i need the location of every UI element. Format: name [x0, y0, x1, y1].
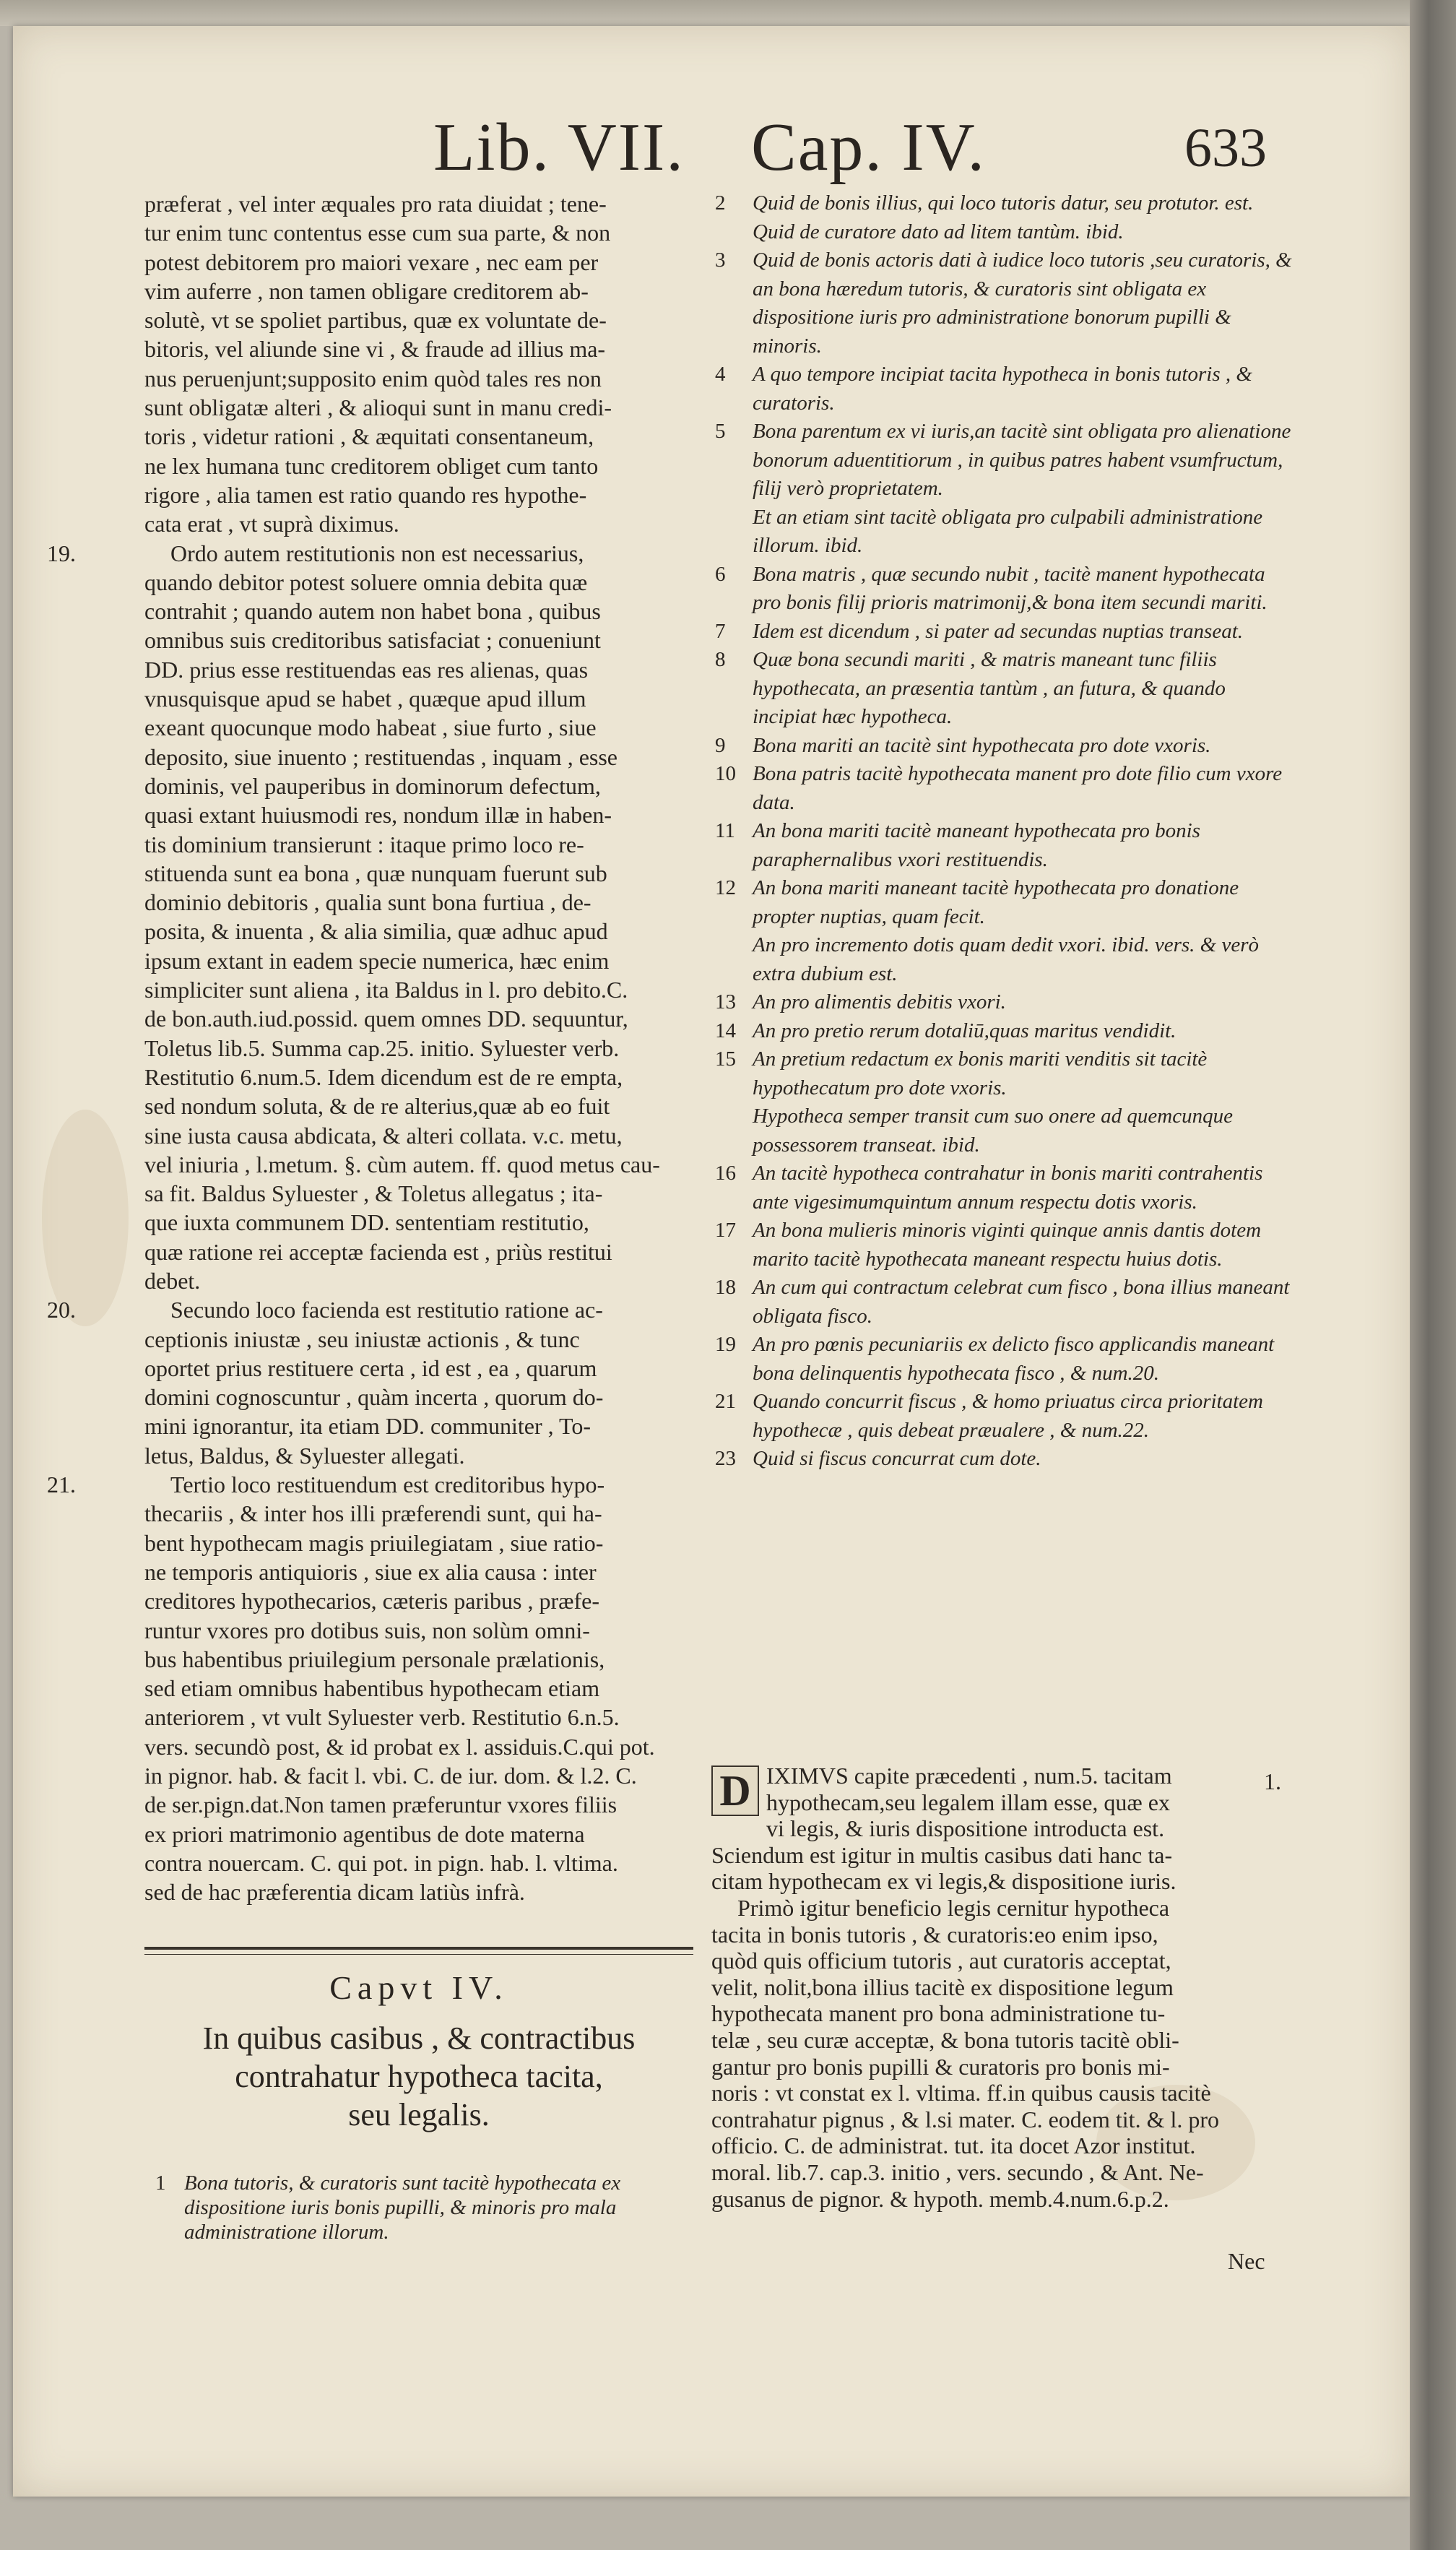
text-line: vi legis, & iuris dispositione introducta est. — [766, 1815, 1165, 1842]
text-line: hypothecam,seu legalem illam esse, quæ ex — [766, 1789, 1170, 1815]
summary-item — [715, 1045, 1293, 1102]
text-line: runtur vxores pro dotibus suis, non solùm omni- — [144, 1617, 590, 1643]
text-line: telæ , seu curæ acceptæ, & bona tutoris tacitè obli- — [711, 2026, 1179, 2053]
text-line: potest debitorem pro maiori vexare , nec eam per — [144, 248, 599, 275]
summary-number: 15 — [715, 1047, 736, 1071]
chapter-summary-right — [715, 189, 1293, 1474]
summary-item — [715, 1017, 1293, 1046]
page-number: 633 — [1184, 118, 1267, 178]
summary-text: An bona mariti maneant tacitè hypothecata pro donatione propter nuptias, quam fecit. — [753, 876, 1239, 928]
summary-number: 18 — [715, 1276, 736, 1299]
summary-text: An pro pretio rerum dotaliū,quas maritus vendidit. — [753, 1019, 1176, 1042]
text-line: sed de hac præferentia dicam latiùs infrà. — [144, 1879, 525, 1906]
summary-text: An pro incremento dotis quam dedit vxori. ibid. vers. & verò extra dubium est. — [753, 933, 1259, 985]
text-line: que iuxta communem DD. sententiam restitutio, — [144, 1209, 589, 1236]
text-line: sunt obligatæ alteri , & alioqui sunt in manu credi- — [144, 394, 612, 421]
chapter-title-line: contrahatur hypotheca tacita, — [235, 2059, 603, 2094]
text-line: velit, nolit,bona illius tacitè ex dispositione legum — [711, 1974, 1174, 2000]
text-line: vnusquisque apud se habet , quæque apud illum — [144, 686, 586, 712]
text-line: sine iusta causa abdicata, & alteri collata. v.c. metu, — [144, 1122, 623, 1149]
summary-text: An tacitè hypotheca contrahatur in bonis mariti contrahentis ante vigesimumquintum annum respectu dotis vxoris. — [753, 1162, 1263, 1214]
summary-number: 11 — [715, 819, 735, 842]
text-line: contra nouercam. C. qui pot. in pign. hab. l. vltima. — [144, 1849, 618, 1876]
summary-number: 21 — [715, 1390, 736, 1413]
text-line: noris : vt constat ex l. vltima. ff.in quibus causis tacitè — [711, 2080, 1211, 2106]
summary-number: 12 — [715, 876, 736, 899]
summary-text: Quando concurrit fiscus , & homo priuatus circa prioritatem hypothecæ , quis debeat præualere , & num.22. — [753, 1390, 1263, 1442]
text-line: nus peruenjunt;supposito enim quòd tales res non — [144, 365, 602, 392]
summary-number: 10 — [715, 762, 736, 785]
decorated-initial — [711, 1765, 759, 1816]
text-line: quando debitor potest soluere omnia debita quæ — [144, 569, 588, 595]
summary-item — [715, 246, 1293, 360]
text-line: vel iniuria , l.metum. §. cùm autem. ff. quod metus cau- — [144, 1151, 660, 1177]
text-line: moral. lib.7. cap.3. initio , vers. secundo , & Ant. Ne- — [711, 2158, 1204, 2185]
chapter-body-text — [711, 1763, 1289, 2212]
summary-number: 4 — [715, 363, 726, 386]
text-line: vim auferre , non tamen obligare creditorem ab- — [144, 277, 589, 304]
text-line: de ser.pign.dat.Non tamen præferuntur vxores filiis — [144, 1792, 618, 1818]
text-line: exeant quocunque modo habeat , siue furto , siue — [144, 714, 597, 741]
summary-item — [715, 760, 1293, 817]
text-line: anteriorem , vt vult Syluester verb. Restitutio 6.n.5. — [144, 1704, 620, 1731]
text-line: Tertio loco restituendum est creditoribus hypo- — [170, 1471, 605, 1498]
text-line: oportet prius restituere certa , id est , ea , quarum — [144, 1354, 597, 1381]
paper-stain — [42, 1110, 129, 1326]
text-line: præferat , vel inter æquales pro rata diuidat ; tene- — [144, 191, 607, 217]
summary-text: An bona mulieris minoris viginti quinque annis dantis dotem marito tacitè hypothecata maneant respectu huius dotis. — [753, 1219, 1262, 1271]
text-line: dominio debitoris , qualia sunt bona furtiua , de- — [144, 889, 592, 916]
summary-number: 23 — [715, 1447, 736, 1470]
text-line: officio. C. de administrat. tut. ita docet Azor institut. — [711, 2132, 1196, 2159]
section-19 — [47, 539, 708, 1296]
text-line: creditores hypothecarios, cæteris paribus , præfe- — [144, 1588, 600, 1615]
text-line: bent hypothecam magis priuilegiatam , siue ratio- — [144, 1529, 604, 1556]
running-title-chapter: Cap. IV. — [751, 110, 986, 185]
text-line: tis dominium transierunt : itaque primo loco re- — [144, 831, 584, 857]
section-number: 20. — [47, 1297, 76, 1323]
text-line: ne temporis antiquioris , siue ex alia causa : inter — [144, 1558, 597, 1585]
summary-number: 2 — [715, 191, 726, 215]
text-line: thecariis , & inter hos illi præferendi sunt, qui ha- — [144, 1500, 602, 1527]
summary-text: Bona matris , quæ secundo nubit , tacitè manent hypothecata pro bonis filij prioris matrimonij,& bona item secundi mariti. — [753, 562, 1268, 614]
text-line: contrahatur pignus , & l.si mater. C. eodem tit. & l. pro — [711, 2106, 1219, 2132]
text-line: tacita in bonis tutoris , & curatoris:eo enim ipso, — [711, 1921, 1158, 1948]
summary-item — [715, 1274, 1293, 1331]
text-line: Secundo loco facienda est restitutio ratione ac- — [170, 1297, 603, 1323]
summary-text: Quid si fiscus concurrat cum dote. — [753, 1447, 1041, 1470]
text-line: ne lex humana tunc creditorem obliget cum tanto — [144, 452, 599, 479]
summary-item — [155, 2171, 704, 2244]
book-binding-edge — [1410, 0, 1456, 2550]
text-line: tur enim tunc contentus esse cum sua parte, & non — [144, 220, 611, 246]
summary-text: An pro alimentis debitis vxori. — [753, 990, 1006, 1013]
summary-number: 9 — [715, 733, 726, 757]
summary-text: Bona mariti an tacitè sint hypothecata pro dote vxoris. — [753, 733, 1211, 757]
text-line: deposito, siue inuento ; restituendas , inquam , esse — [144, 743, 618, 770]
summary-number: 13 — [715, 990, 736, 1013]
summary-item — [715, 1388, 1293, 1445]
summary-item — [715, 360, 1293, 418]
chapter-title-line: seu legalis. — [348, 2097, 490, 2132]
catchword: Nec — [1228, 2248, 1265, 2274]
running-title-book: Lib. VII. — [433, 110, 685, 185]
summary-text: An pretium redactum ex bonis mariti venditis sit tacitè hypothecatum pro dote vxoris. — [753, 1047, 1208, 1099]
text-line: sa fit. Baldus Syluester , & Toletus allegatus ; ita- — [144, 1180, 603, 1207]
text-line: stituenda sunt ea bona , quæ nunquam fuerunt sub — [144, 860, 607, 886]
text-line: mini ignorantur, ita etiam DD. communiter , To- — [144, 1413, 591, 1440]
summary-number: 5 — [715, 420, 726, 443]
left-column — [47, 189, 708, 1907]
summary-text: Quid de bonis illius, qui loco tutoris datur, seu protutor. est. — [753, 191, 1254, 215]
text-line: ceptionis iniustæ , seu iniustæ actionis , & tunc — [144, 1326, 580, 1352]
section-number: 21. — [47, 1471, 76, 1498]
initial-letter: D — [719, 1767, 751, 1815]
text-line: in pignor. hab. & facit l. vbi. C. de iur. dom. & l.2. C. — [144, 1763, 637, 1789]
chapter-title-line: In quibus casibus , & contractibus — [202, 2020, 636, 2056]
chapter-summary-left — [155, 2171, 704, 2244]
text-line: vers. secundò post, & id probat ex l. assiduis.C.qui pot. — [144, 1733, 655, 1760]
summary-number: 16 — [715, 1162, 736, 1185]
text-line: contrahit ; quando autem non habet bona , quibus — [144, 598, 601, 625]
text-line: debet. — [144, 1267, 201, 1294]
text-line: bus habentibus priuilegium personale prælationis, — [144, 1646, 605, 1672]
text-line: sed nondum soluta, & de re alterius,quæ ab eo fuit — [144, 1093, 610, 1120]
section-20 — [47, 1295, 708, 1470]
text-line: sed etiam omnibus habentibus hypothecam etiam — [144, 1675, 600, 1702]
summary-number: 17 — [715, 1219, 736, 1242]
summary-text: Hypotheca semper transit cum suo onere ad quemcunque possessorem transeat. ibid. — [753, 1105, 1233, 1157]
text-line: simpliciter sunt aliena , ita Baldus in l. pro debito.C. — [144, 977, 628, 1003]
summary-item — [715, 1216, 1293, 1274]
summary-text: Bona tutoris, & curatoris sunt tacitè hypothecata ex dispositione iuris bonis pupilli, & minoris pro mala administratione illorum. — [184, 2171, 621, 2244]
text-line: gusanus de pignor. & hypoth. memb.4.num.6.p.2. — [711, 2185, 1169, 2212]
summary-item — [715, 646, 1293, 732]
summary-item — [715, 1159, 1293, 1216]
summary-text: Quæ bona secundi mariti , & matris maneant tunc filiis hypothecata, an præsentia tantùm , an futura, & quando incipiat hæc hypotheca. — [753, 648, 1226, 728]
summary-item — [715, 189, 1293, 218]
summary-item — [715, 1331, 1293, 1388]
summary-item — [715, 1102, 1293, 1159]
text-line: Primò igitur beneficio legis cernitur hypotheca — [737, 1894, 1170, 1921]
summary-text: An pro pœnis pecuniariis ex delicto fisco applicandis maneant bona delinquentis hypothecata fisco , & num.20. — [753, 1333, 1275, 1385]
text-line: IXIMVS capite præcedenti , num.5. tacitam — [766, 1763, 1172, 1789]
summary-number: 19 — [715, 1333, 736, 1356]
text-line: ex priori matrimonio agentibus de dote materna — [144, 1820, 585, 1847]
summary-item — [715, 561, 1293, 618]
summary-text: A quo tempore incipiat tacita hypotheca in bonis tutoris , & curatoris. — [753, 363, 1252, 415]
text-line: Ordo autem restitutionis non est necessarius, — [170, 540, 584, 566]
running-header — [0, 108, 1456, 188]
text-line: quasi extant huiusmodi res, nondum illæ in haben- — [144, 802, 612, 829]
text-line: de bon.auth.iud.possid. quem omnes DD. sequuntur, — [144, 1006, 628, 1032]
marginal-number: 1. — [1264, 1768, 1281, 1794]
text-line: citam hypothecam ex vi legis,& dispositione iuris. — [711, 1868, 1176, 1895]
summary-text: An bona mariti tacitè maneant hypothecata pro bonis paraphernalibus vxori restituendis. — [753, 819, 1200, 871]
text-line: gantur pro bonis pupilli & curatoris pro bonis mi- — [711, 2053, 1170, 2080]
chapter-divider-rule — [144, 1947, 693, 1950]
text-line: posita, & inuenta , & alia similia, quæ adhuc apud — [144, 918, 608, 945]
text-line: bitoris, vel aliunde sine vi , & fraude ad illius ma- — [144, 336, 606, 363]
scan-top-edge — [0, 0, 1456, 26]
summary-text: An cum qui contractum celebrat cum fisco , bona illius maneant obligata fisco. — [753, 1276, 1290, 1328]
text-line: toris , videtur rationi , & æquitati consentaneum, — [144, 423, 594, 450]
summary-number: 8 — [715, 648, 726, 671]
summary-item — [715, 874, 1293, 931]
summary-number: 6 — [715, 562, 726, 586]
text-line: quæ ratione rei acceptæ facienda est , priùs restitui — [144, 1238, 612, 1265]
text-line: Restitutio 6.num.5. Idem dicendum est de re empta, — [144, 1063, 623, 1090]
text-line: letus, Baldus, & Syluester allegati. — [144, 1442, 465, 1469]
summary-item — [715, 418, 1293, 503]
summary-item — [715, 931, 1293, 988]
text-line: quòd quis officium tutoris , aut curatoris acceptat, — [711, 1948, 1171, 1974]
summary-item — [715, 732, 1293, 761]
text-line: Toletus lib.5. Summa cap.25. initio. Syluester verb. — [144, 1034, 620, 1061]
text-line: domini cognoscuntur , quàm incerta , quorum do- — [144, 1384, 604, 1411]
chapter-heading: Capvt IV. — [329, 1969, 508, 2006]
chapter-title — [144, 2019, 693, 2134]
summary-item — [715, 988, 1293, 1017]
summary-number: 14 — [715, 1019, 736, 1042]
summary-text: Et an etiam sint tacitè obligata pro culpabili administratione illorum. ibid. — [753, 505, 1263, 557]
text-line: cata erat , vt suprà diximus. — [144, 511, 399, 537]
text-line: omnibus suis creditoribus satisfaciat ; conueniunt — [144, 627, 601, 654]
section-21 — [47, 1470, 708, 1906]
summary-item — [715, 1445, 1293, 1474]
text-line: dominis, vel pauperibus in dominorum defectum, — [144, 772, 601, 799]
summary-text: Quid de curatore dato ad litem tantùm. ibid. — [753, 220, 1124, 243]
summary-item — [715, 218, 1293, 247]
summary-text: Idem est dicendum , si pater ad secundas nuptias transeat. — [753, 619, 1244, 643]
section-number: 19. — [47, 540, 76, 566]
text-line: solutè, vt se spoliet partibus, quæ ex voluntate de- — [144, 307, 607, 334]
summary-text: Bona parentum ex vi iuris,an tacitè sint obligata pro alienatione bonorum aduentitiorum , in quibus patres habent vsumfructum, filij verò proprietatem. — [753, 420, 1291, 500]
summary-number: 3 — [715, 248, 726, 272]
summary-number: 7 — [715, 619, 726, 643]
summary-number: 1 — [155, 2171, 166, 2195]
summary-item — [715, 618, 1293, 647]
text-line: ipsum extant in eadem specie numerica, hæc enim — [144, 947, 610, 974]
summary-item — [715, 503, 1293, 561]
summary-text: Bona patris tacitè hypothecata manent pro dote filio cum vxore data. — [753, 762, 1283, 814]
summary-item — [715, 817, 1293, 874]
summary-text: Quid de bonis actoris dati à iudice loco tutoris ,seu curatoris, & an bona hæredum tutoris, & curatoris sint obligata ex dispositione iuris pro administratione bonorum pupilli & minoris. — [753, 248, 1292, 358]
text-line: hypothecata manent pro bona administratione tu- — [711, 2000, 1166, 2027]
chapter-body — [711, 1763, 1289, 2212]
text-line: rigore , alia tamen est ratio quando res hypothe- — [144, 481, 587, 508]
text-line: Sciendum est igitur in multis casibus dati hanc ta- — [711, 1841, 1173, 1868]
text-line: DD. prius esse restituendas eas res alienas, quas — [144, 656, 589, 683]
intro-paragraph — [144, 189, 708, 539]
